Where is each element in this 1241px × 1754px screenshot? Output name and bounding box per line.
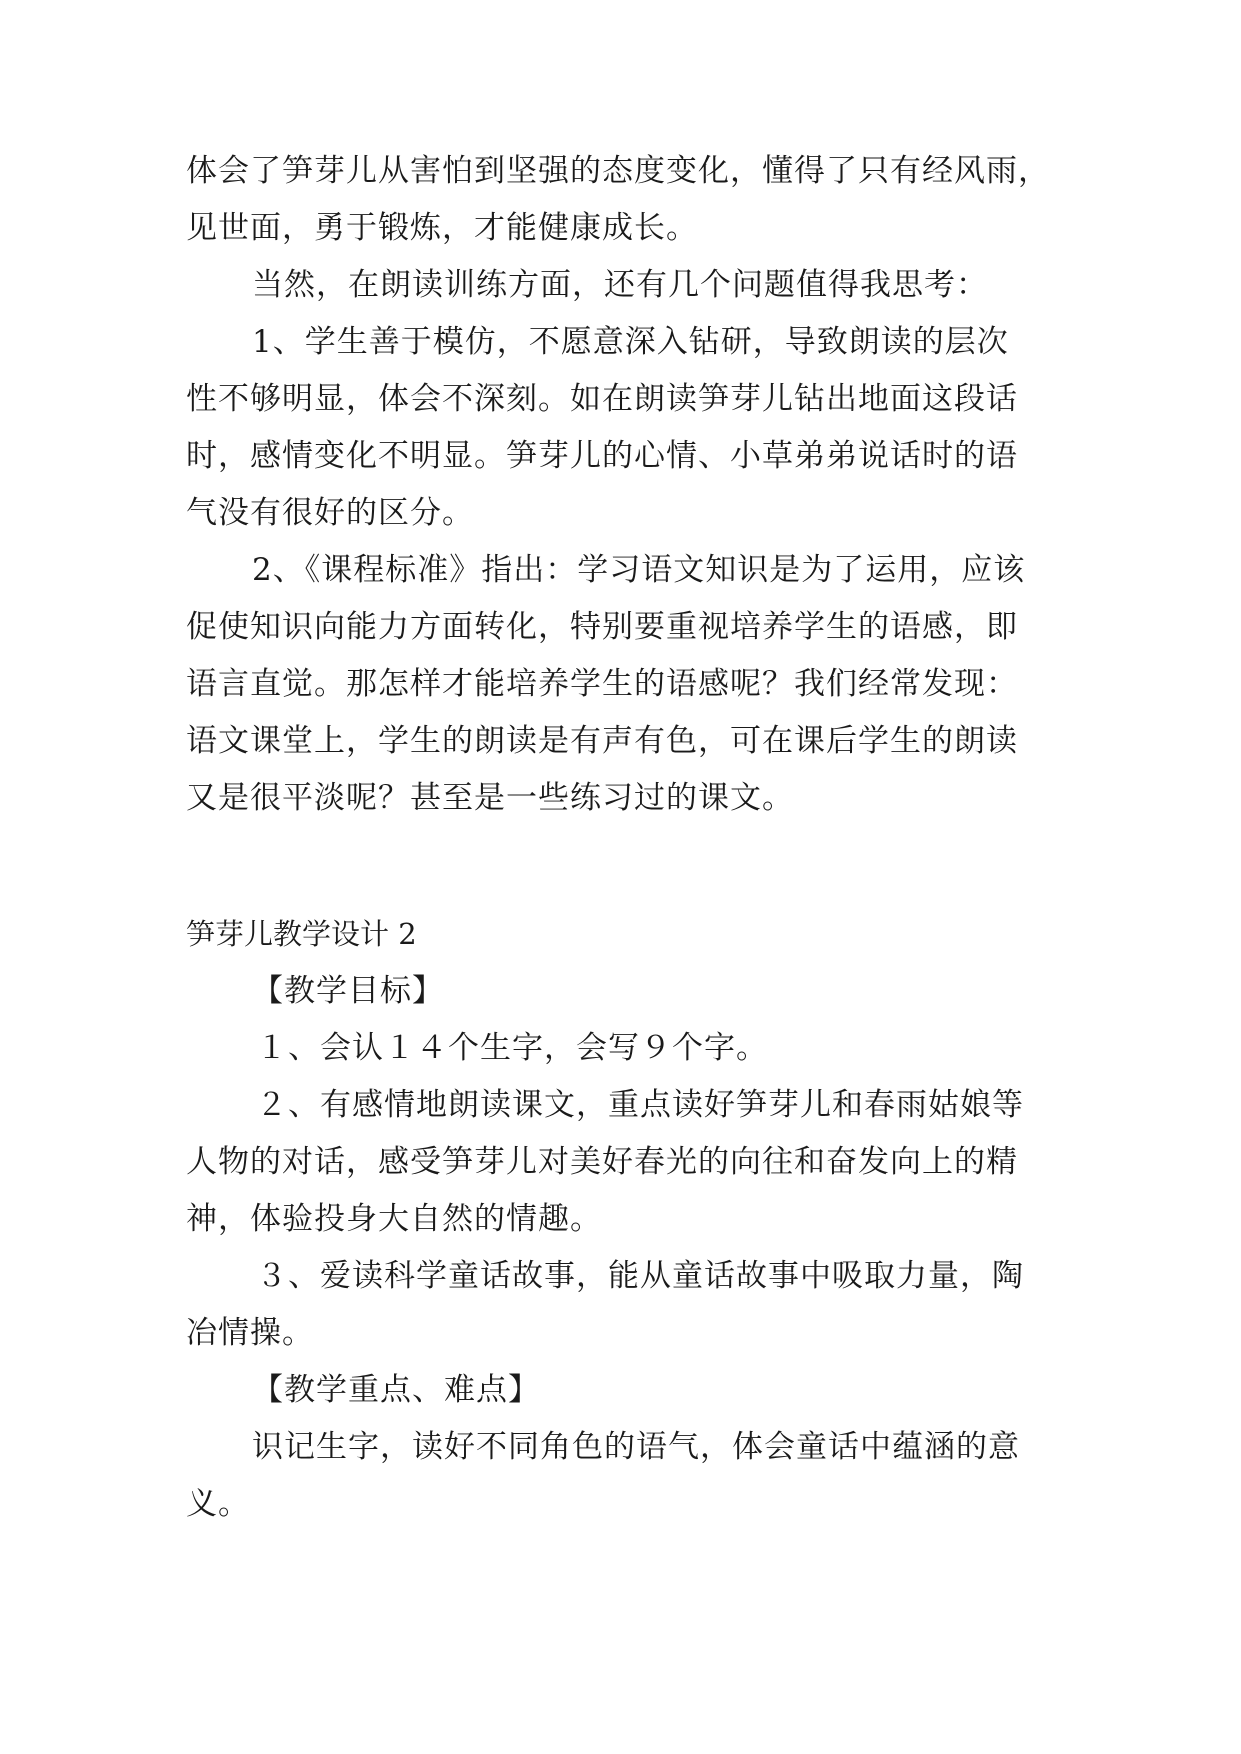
goal-2-line: 神，体验投身大自然的情趣。	[186, 1201, 602, 1237]
section-heading-key-points: 【教学重点、难点】	[252, 1372, 540, 1408]
key-points-line: 识记生字，读好不同角色的语气，体会童话中蕴涵的意	[252, 1429, 1020, 1465]
list-item-2-line: 促使知识向能力方面转化，特别要重视培养学生的语感，即	[186, 609, 1018, 645]
paragraph-line: 当然，在朗读训练方面，还有几个问题值得我思考：	[252, 267, 988, 303]
list-item-2-line: 又是很平淡呢？甚至是一些练习过的课文。	[186, 780, 794, 816]
list-item-1-line: 气没有很好的区分。	[186, 495, 474, 531]
list-item-1-line: 性不够明显，体会不深刻。如在朗读笋芽儿钻出地面这段话	[186, 381, 1018, 417]
list-item-2-line: 2、《课程标准》指出：学习语文知识是为了运用，应该	[252, 552, 1026, 588]
paragraph-line: 体会了笋芽儿从害怕到坚强的态度变化，懂得了只有经风雨，	[186, 153, 1050, 189]
list-item-1-line: 1、学生善于模仿，不愿意深入钻研，导致朗读的层次	[252, 324, 1009, 360]
section-title: 笋芽儿教学设计 2	[186, 917, 417, 951]
list-item-2-line: 语言直觉。那怎样才能培养学生的语感呢？我们经常发现：	[186, 666, 1018, 702]
section-heading-goals: 【教学目标】	[252, 973, 444, 1009]
goal-3-line: ３、爱读科学童话故事，能从童话故事中吸取力量，陶	[256, 1258, 1024, 1294]
key-points-line: 义。	[186, 1486, 250, 1522]
paragraph-line: 见世面，勇于锻炼，才能健康成长。	[186, 210, 698, 246]
goal-3-line: 冶情操。	[186, 1315, 314, 1351]
goal-2-line: 人物的对话，感受笋芽儿对美好春光的向往和奋发向上的精	[186, 1144, 1018, 1180]
goal-2-line: ２、有感情地朗读课文，重点读好笋芽儿和春雨姑娘等	[256, 1087, 1024, 1123]
list-item-2-line: 语文课堂上，学生的朗读是有声有色，可在课后学生的朗读	[186, 723, 1018, 759]
goal-1: １、会认１４个生字，会写９个字。	[256, 1030, 768, 1066]
list-item-1-line: 时，感情变化不明显。笋芽儿的心情、小草弟弟说话时的语	[186, 438, 1018, 474]
